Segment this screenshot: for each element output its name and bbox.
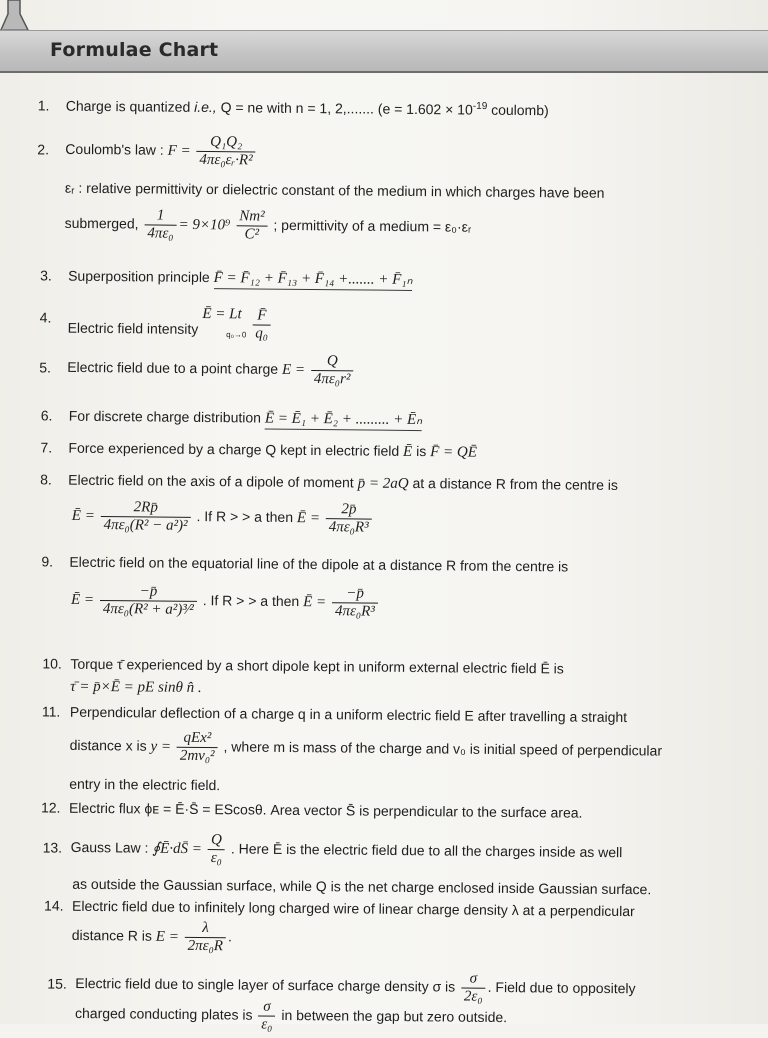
item-number: 4. <box>39 309 52 326</box>
gauss-integral: ∮Ē·dS̄ = <box>152 840 203 858</box>
item-number: 1. <box>37 97 50 114</box>
denominator: 4πε₀R³ <box>328 519 369 536</box>
denominator: 4πε₀ <box>147 225 174 242</box>
item-number: 13. <box>42 839 63 856</box>
fraction <box>177 730 218 765</box>
item-number: 9. <box>41 553 54 570</box>
item-text: Electric field due to infinitely long charged wire of linear charge density λ at a perpendicular <box>72 897 635 920</box>
formula-item-14-cont <box>72 919 233 956</box>
formula-item-9-cont <box>71 583 380 621</box>
item-text: Perpendicular deflection of a charge q in a uniform electric field E after travelling a straight <box>69 703 628 726</box>
fraction <box>326 501 372 536</box>
numerator: −p̄ <box>100 583 197 602</box>
item-number: 7. <box>40 439 53 456</box>
numerator: −p̄ <box>332 585 378 603</box>
item-text: Force experienced by a charge Q kept in electric field <box>68 439 400 459</box>
item-text: ; permittivity of a medium = ε₀·εᵣ <box>273 216 472 235</box>
formula-item-10-cont <box>70 677 202 697</box>
fraction <box>208 832 225 867</box>
fraction <box>332 585 378 620</box>
item-text: Superposition principle <box>68 267 210 286</box>
item-text: charged conducting plates is <box>74 1004 253 1023</box>
fraction <box>236 208 268 243</box>
item-text: . Here Ē is the electric field due to all the charges inside as well <box>230 840 623 861</box>
item-equation: Q = ne with n = 1, 2,....... (e = 1.602 × 10 <box>220 99 473 118</box>
header-bar <box>0 30 768 73</box>
item-equation: Ē = Lt <box>202 305 242 323</box>
fraction <box>144 207 176 242</box>
item-number: 8. <box>40 471 52 488</box>
fraction <box>311 353 354 388</box>
formula-item-11-cont <box>69 729 662 770</box>
denominator: 2mv₀² <box>179 747 215 765</box>
fraction <box>100 583 197 619</box>
denominator: 4πε₀(R² + a²)³⁄² <box>102 601 194 618</box>
item-text: Electric flux ϕᴇ = Ē·S̄ = EScosθ. Area vector S̄ is perpendicular to the surface area. <box>68 799 583 821</box>
equation-lhs: Ē = <box>70 591 95 609</box>
fraction <box>101 499 191 535</box>
item-text: For discrete charge distribution <box>68 407 262 426</box>
item-text: at a distance R from the centre is <box>412 474 618 493</box>
equation-lhs: F = <box>167 142 191 160</box>
formula-item-2-note <box>65 179 605 202</box>
item-number: 3. <box>40 267 52 284</box>
item-text: Electric field due to a point charge <box>67 358 279 377</box>
item-text: distance R is <box>71 926 153 944</box>
item-text: entry in the electric field. <box>69 775 221 794</box>
numerator: 2Rp̄ <box>101 499 191 518</box>
item-text: . Field due to oppositely <box>487 978 636 997</box>
item-equation: = 9×10⁹ <box>178 216 231 234</box>
fraction <box>185 920 227 955</box>
item-text: , where m is mass of the charge and v₀ is initial speed of perpendicular <box>223 738 663 759</box>
numerator: σ <box>258 999 275 1017</box>
formula-item-11-cont2 <box>69 775 220 794</box>
item-text: submerged, <box>64 214 139 232</box>
fraction <box>196 134 255 170</box>
item-text: . <box>228 928 233 945</box>
item-text: εᵣ : relative permittivity or dielectric constant of the medium in which charges have been <box>64 179 605 201</box>
item-text: in between the gap but zero outside. <box>281 1006 508 1026</box>
numerator: 2p̄ <box>326 501 372 519</box>
denominator: 2πε₀R <box>187 937 224 955</box>
numerator: qEx² <box>177 730 218 748</box>
item-number: 2. <box>37 141 50 158</box>
denominator: ε₀ <box>210 850 222 867</box>
item-text: is <box>416 443 427 460</box>
numerator: λ <box>185 920 226 938</box>
denominator: C² <box>244 226 260 243</box>
item-number: 15. <box>47 975 67 992</box>
item-text: Coulomb's law : <box>65 140 164 158</box>
numerator: Nm² <box>236 208 268 226</box>
limit-subscript: q₀→0 <box>226 330 247 340</box>
item-number: 11. <box>41 703 61 720</box>
item-text: . If R > > a then <box>196 508 294 526</box>
formula-item-13-cont <box>72 875 651 899</box>
formula-item-15-cont <box>75 997 507 1036</box>
equation-lhs: Ē = <box>71 507 95 525</box>
item-text: Gauss Law : <box>70 838 149 856</box>
denominator: ε₀ <box>261 1016 273 1033</box>
item-equation: F̄ = F̄₁₂ + F̄₁₃ + F̄₁₄ +....... + F̄₁ₙ <box>214 270 413 291</box>
item-equation: Ē <box>402 443 413 460</box>
item-text: as outside the Gaussian surface, while Q is the net charge enclosed inside Gaussian surface. <box>72 875 652 898</box>
item-text: Electric field on the axis of a dipole of moment <box>68 471 354 491</box>
numerator: 1 <box>144 207 176 225</box>
numerator: Q <box>311 353 354 371</box>
fraction <box>252 307 271 342</box>
item-text: Electric field due to single layer of surface charge density σ is <box>75 974 456 995</box>
exponent: -19 <box>472 100 488 113</box>
denominator: 4πε₀εᵣ·R² <box>199 151 253 169</box>
formula-item-8-cont <box>72 499 374 537</box>
equation-lhs: Ē = <box>303 594 327 611</box>
formula-item-2-cont <box>64 207 471 246</box>
item-equation: F̄ = QĒ <box>430 444 478 461</box>
denominator: 4πε₀R³ <box>334 603 375 620</box>
denominator: 4πε₀r² <box>313 371 351 388</box>
numerator: σ <box>461 970 486 988</box>
item-number: 12. <box>40 799 61 816</box>
item-equation: Ē = Ē₁ + Ē₂ + ......... + Ēₙ <box>265 411 422 432</box>
item-text: distance x is <box>69 736 147 754</box>
page-title: Formulae Chart <box>50 39 219 61</box>
item-text: Electric field intensity <box>67 319 199 337</box>
item-equation: p̄ = 2aQ <box>357 475 409 492</box>
item-number: 14. <box>44 897 64 914</box>
item-number: 6. <box>40 407 53 424</box>
numerator: F̄ <box>252 307 271 325</box>
item-text: Charge is quantized <box>65 97 191 115</box>
denominator: 2ε₀ <box>463 988 483 1005</box>
item-text: Electric field on the equatorial line of the dipole at a distance R from the centre is <box>69 553 569 575</box>
equation-lhs: y = <box>150 738 172 755</box>
item-text: coulomb) <box>487 101 549 119</box>
numerator: Q <box>208 832 225 850</box>
item-number: 10. <box>42 655 62 672</box>
item-number: 5. <box>39 359 52 376</box>
denominator: q₀ <box>255 324 269 342</box>
item-text: Torque τ̄ experienced by a short dipole kept in uniform external electric field Ē is <box>70 655 564 677</box>
equation-lhs: E = <box>281 361 306 379</box>
denominator: 4πε₀(R² − a²)² <box>103 517 188 534</box>
fraction <box>258 999 275 1034</box>
limit-expression <box>202 304 247 344</box>
numerator: Q₁Q₂ <box>197 134 256 153</box>
equation-lhs: Ē = <box>296 510 321 527</box>
item-text: i.e., <box>194 98 217 116</box>
item-equation: τ̄ = p̄×Ē = pE sinθ n̂ . <box>70 678 202 696</box>
equation-lhs: E = <box>155 928 179 945</box>
item-text: . If R > > a then <box>202 592 300 610</box>
